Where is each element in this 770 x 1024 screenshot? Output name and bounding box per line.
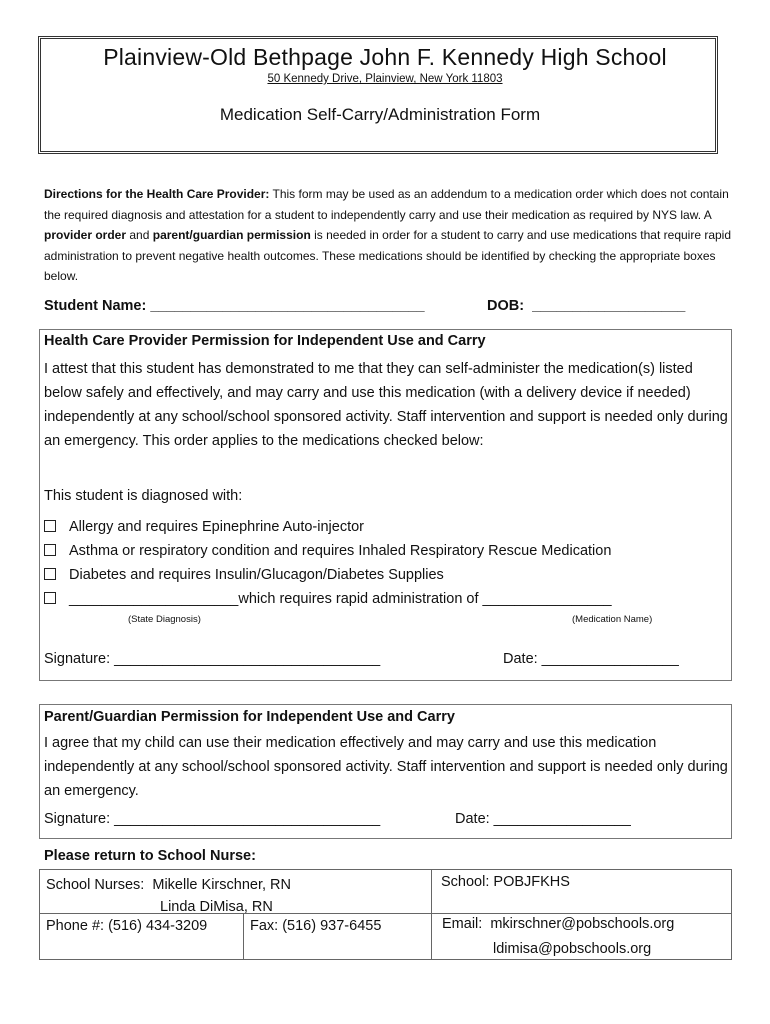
parent-heading: Parent/Guardian Permission for Independent Use and Carry [44, 709, 455, 725]
return-heading: Please return to School Nurse: [44, 848, 256, 864]
directions-label: Directions for the Health Care Provider: [44, 187, 270, 201]
directions-bold-parent-permission: parent/guardian permission [152, 228, 311, 243]
option-asthma-label: Asthma or respiratory condition and requires Inhaled Respiratory Rescue Medication [69, 543, 612, 559]
student-name-field[interactable]: Student Name: __________________________________ [44, 298, 425, 314]
provider-heading: Health Care Provider Permission for Independent Use and Carry [44, 333, 486, 349]
directions-text-2: and [126, 228, 153, 243]
nurse-2-name: Linda DiMisa, RN [160, 899, 273, 915]
school-title: Plainview-Old Bethpage John F. Kennedy High School [103, 44, 667, 70]
option-other[interactable] [44, 591, 612, 607]
directions-paragraph [44, 184, 734, 287]
phone-number: Phone #: (516) 434-3209 [46, 918, 208, 934]
directions-text-3: is needed in order for a student to carry and use medications that require rapid administration to prevent negative health outcomes. These medications should be identified by checking the appropriate boxes below. [44, 228, 732, 284]
diagnosis-intro: This student is diagnosed with: [44, 488, 243, 504]
phone-cell [39, 913, 244, 960]
fax-number: Fax: (516) 937-6455 [250, 918, 382, 934]
form-title: Medication Self-Carry/Administration Form [219, 105, 541, 124]
nurses-cell [39, 869, 432, 914]
medication-name-label: (Medication Name) [572, 614, 653, 625]
option-diabetes[interactable] [44, 567, 444, 583]
option-diabetes-label: Diabetes and requires Insulin/Glucagon/Diabetes Supplies [69, 567, 444, 583]
option-allergy-label: Allergy and requires Epinephrine Auto-injector [69, 519, 365, 535]
provider-attestation-text: I attest that this student has demonstrated to me that they can self-administer the medication(s) listed below safely and effectively, and may carry and use this medication (with a delivery device if needed) independently at any school/school sponsored activity. Staff intervention and support is needed only during an emergency. This order applies to the medications checked below: [44, 361, 728, 449]
parent-signature-field[interactable]: Signature: _________________________________ [44, 811, 381, 827]
parent-date-field[interactable]: Date: _________________ [455, 811, 631, 827]
directions-text-1: This form may be used as an addendum to a medication order which does not contain the required diagnosis and attestation for a student to independently carry and use their medication as required by NYS law. A [44, 187, 729, 222]
checkbox-other[interactable] [44, 592, 56, 604]
email-cell [431, 913, 732, 960]
school-address: 50 Kennedy Drive, Plainview, New York 11803 [267, 73, 503, 85]
provider-signature-field[interactable]: Signature: _________________________________ [44, 651, 381, 667]
checkbox-allergy[interactable] [44, 520, 56, 532]
provider-date-field[interactable]: Date: _________________ [503, 651, 679, 667]
option-other-label: _____________________which requires rapid administration of ________________ [69, 591, 612, 607]
option-allergy[interactable] [44, 519, 364, 535]
checkbox-diabetes[interactable] [44, 568, 56, 580]
nurses-label: School Nurses: Mikelle Kirschner, RN [46, 877, 291, 893]
email-1[interactable]: Email: mkirschner@pobschools.org [442, 916, 675, 932]
option-asthma[interactable] [44, 543, 611, 559]
fax-cell [243, 913, 432, 960]
state-diagnosis-label: (State Diagnosis) [128, 614, 201, 625]
checkbox-asthma[interactable] [44, 544, 56, 556]
school-code: School: POBJFKHS [441, 874, 570, 890]
school-code-cell [431, 869, 732, 914]
parent-agreement-text: I agree that my child can use their medication effectively and may carry and use this medication independently at any school/school sponsored activity. Staff intervention and support is needed only during an emergency. [44, 735, 728, 799]
directions-bold-provider-order: provider order [44, 228, 127, 243]
dob-field[interactable]: DOB: ___________________ [487, 298, 686, 314]
email-2[interactable]: ldimisa@pobschools.org [493, 941, 652, 957]
